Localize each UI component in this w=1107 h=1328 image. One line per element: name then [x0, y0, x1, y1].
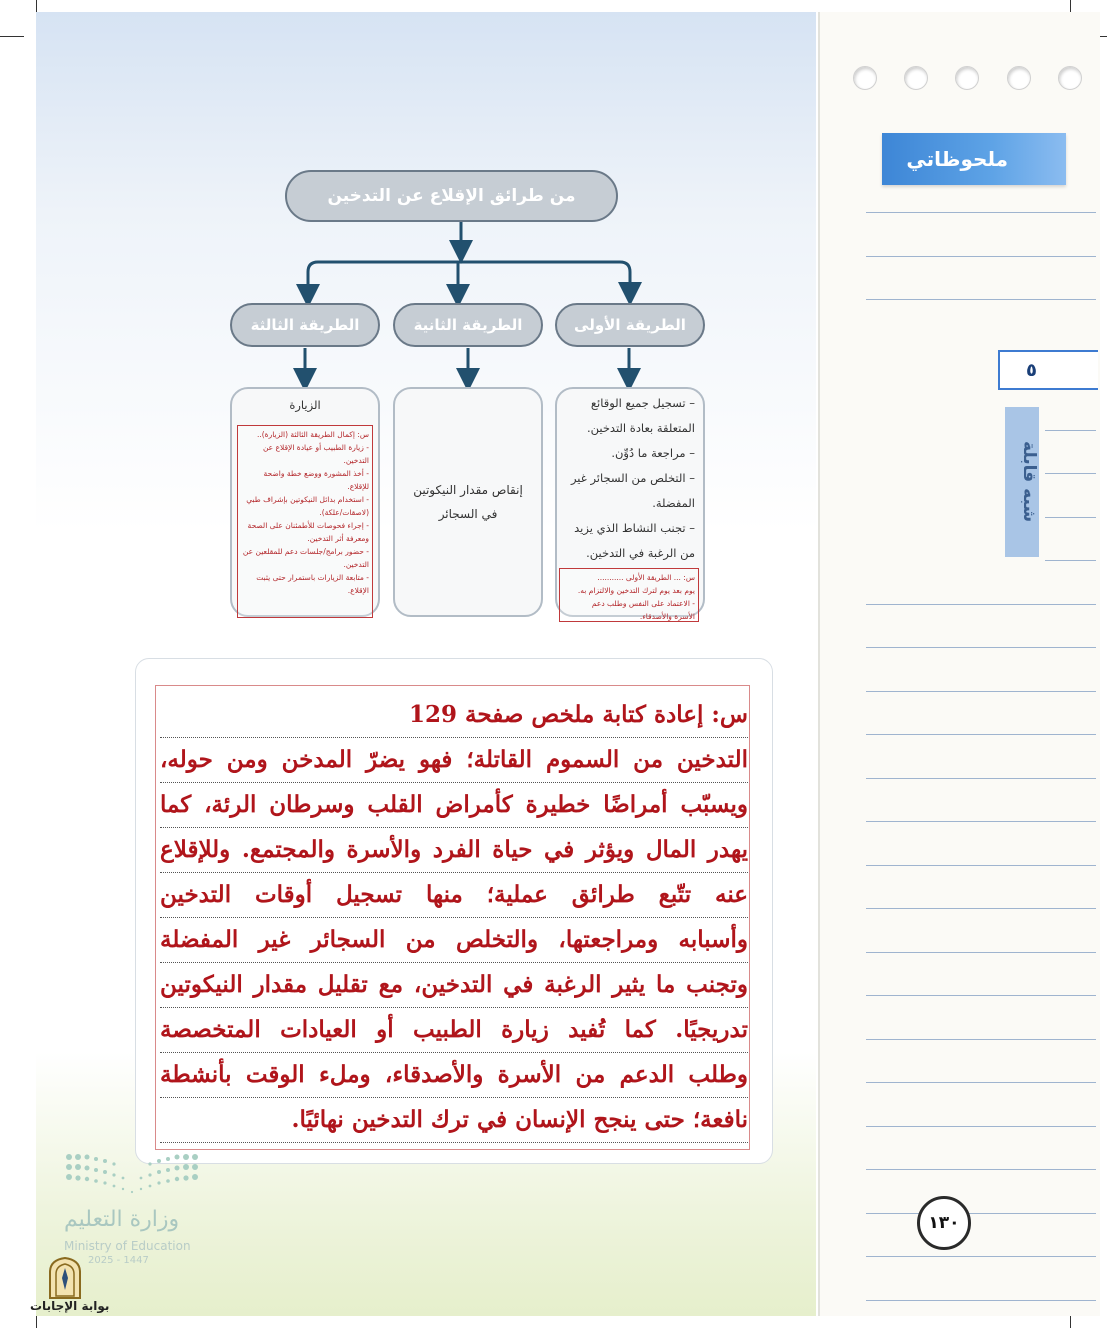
method-first-step: – مراجعة ما دُوِّن. — [611, 446, 695, 460]
annotation-line: - أخذ المشورة ووضع خطة واضحة للإقلاع. — [263, 469, 369, 491]
annotation-line: الأسرة والأصدقاء. — [639, 612, 695, 621]
note-rule-line — [866, 952, 1096, 953]
note-rule-line — [1045, 517, 1096, 518]
answer-line: نافعة؛ حتى ينجح الإنسان في ترك التدخين نهائيًا. — [160, 1098, 748, 1143]
annotation-line: - الاعتماد على النفس وطلب دعم — [591, 599, 695, 608]
binder-hole — [1007, 66, 1031, 90]
note-rule-line — [866, 995, 1096, 996]
note-rule-line — [866, 212, 1096, 213]
note-rule-line — [866, 908, 1096, 909]
answer-line: عنه تتّبع طرائق عملية؛ منها تسجيل أوقات التدخين — [160, 873, 748, 918]
ministry-name-arabic: وزارة التعليم — [64, 1207, 180, 1232]
note-rule-line — [866, 691, 1096, 692]
note-rule-line — [866, 647, 1096, 648]
handwritten-annotation-third — [237, 425, 373, 618]
annotation-line: - استخدام بدائل النيكوتين بإشراف طبي (لاصقات/علكة). — [246, 495, 369, 517]
annotation-line: - متابعة الزيارات باستمرار حتى يثبت الإقلاع. — [256, 573, 369, 595]
note-rule-line — [866, 1169, 1096, 1170]
note-rule-line — [866, 778, 1096, 779]
note-rule-line — [866, 1256, 1096, 1257]
note-rule-line — [866, 865, 1096, 866]
method-first-step: – التخلص من السجائر غير المفضلة. — [570, 471, 695, 510]
binder-hole — [1058, 66, 1082, 90]
method-first-node: الطريقة الأولى — [555, 303, 705, 347]
note-rule-line — [866, 821, 1096, 822]
annotation-line: س: إكمال الطريقة الثالثة (الزيارة).. — [256, 430, 369, 439]
ministry-years: 2025 - 1447 — [88, 1255, 149, 1266]
note-rule-line — [866, 734, 1096, 735]
ministry-name-english: Ministry of Education — [64, 1239, 191, 1253]
binder-hole — [955, 66, 979, 90]
note-rule-line — [866, 1039, 1096, 1040]
unit-number: ٥ — [998, 350, 1098, 390]
note-rule-line — [1045, 473, 1096, 474]
note-rule-line — [1045, 430, 1096, 431]
method-second-card — [393, 387, 543, 617]
note-rule-line — [866, 1213, 1096, 1214]
annotation-line: س: ... الطريقة الأولى ........... — [597, 573, 695, 582]
note-rule-line — [866, 604, 1096, 605]
handwritten-answer — [160, 693, 748, 1143]
note-rule-line — [1045, 560, 1096, 561]
notes-page — [818, 12, 1100, 1316]
note-rule-line — [866, 256, 1096, 257]
answer-line: وطلب الدعم من الأسرة والأصدقاء، وملء الوقت بأنشطة — [160, 1053, 748, 1098]
method-first-step: – تسجيل جميع الوقائع المتعلقة بعادة التدخين. — [586, 396, 695, 435]
method-third-content: الزيارة — [289, 398, 321, 412]
answer-line: ويسبّب أمراضًا خطيرة كأمراض القلب وسرطان الرئة، كما — [160, 783, 748, 828]
answer-line: يهدر المال ويؤثر في حياة الفرد والأسرة والمجتمع. وللإقلاع — [160, 828, 748, 873]
binder-hole — [853, 66, 877, 90]
annotation-line: - حضور برامج/جلسات دعم للمقلعين عن التدخين. — [242, 547, 369, 569]
page-number: ١٣٠ — [917, 1196, 971, 1250]
note-rule-line — [866, 1300, 1096, 1301]
diagram-title: من طرائق الإقلاع عن التدخين — [285, 170, 618, 222]
annotation-line: - زيارة الطبيب أو عيادة الإقلاع عن التدخين. — [262, 443, 369, 465]
note-rule-line — [866, 1126, 1096, 1127]
annotation-line: يوم بعد يوم لترك التدخين والالتزام به. — [577, 586, 695, 595]
portal-label: بوابة الإجابات — [30, 1299, 110, 1313]
ministry-logo-icon — [64, 1152, 200, 1198]
note-rule-line — [866, 299, 1096, 300]
answer-line: تدريجيًا. كما تُفيد زيارة الطبيب أو العيادات المتخصصة — [160, 1008, 748, 1053]
answer-line: س: إعادة كتابة ملخص صفحة 129 — [160, 693, 748, 738]
unit-name: شبه قابلة — [1005, 407, 1039, 557]
method-third-node: الطريقة الثالثة — [230, 303, 380, 347]
method-second-node: الطريقة الثانية — [393, 303, 543, 347]
binder-hole — [904, 66, 928, 90]
portal-logo-icon — [44, 1256, 86, 1300]
annotation-line: - إجراء فحوصات للأطمئنان على الصحة ومعرفة أثر التدخين. — [247, 521, 369, 543]
answer-line: وتجنب ما يثير الرغبة في التدخين، مع تقليل مقدار النيكوتين — [160, 963, 748, 1008]
note-rule-line — [866, 1082, 1096, 1083]
notes-title: ملحوظاتي — [882, 133, 1066, 185]
answer-line: وأسبابه ومراجعتها، والتخلص من السجائر غير المفضلة — [160, 918, 748, 963]
method-first-step: – تجنب النشاط الذي يزيد من الرغبة في التدخين. — [574, 521, 695, 560]
handwritten-annotation-first — [559, 568, 699, 622]
method-second-content: إنقاص مقدار النيكوتين في السجائر — [413, 483, 523, 521]
answer-line: التدخين من السموم القاتلة؛ فهو يضرّ المدخن ومن حوله، — [160, 738, 748, 783]
